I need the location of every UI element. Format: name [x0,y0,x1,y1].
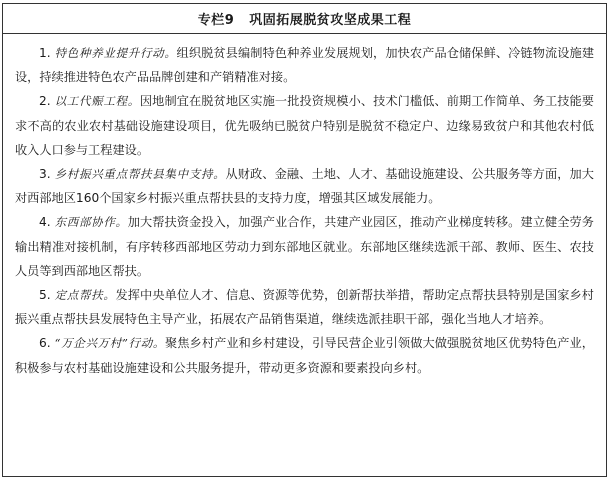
item-number: 5. [39,288,55,303]
item-heading: 东西部协作。 [54,215,128,230]
item-1 [15,41,594,89]
item-body: 加大帮扶资金投入，加强产业合作，共建产业园区，推动产业梯度转移。建立健全劳务输出精准对接机制，有序转移西部地区劳动力到东部地区就业。东部地区继续选派干部、教师、医生、农技人员等到西部地区帮扶。 [15,215,594,278]
content-area [3,34,606,380]
item-heading: “万企兴万村”行动。 [54,336,166,351]
item-4 [15,210,594,283]
item-heading: 以工代赈工程。 [54,94,140,109]
item-number: 1. [39,46,55,60]
item-heading: 定点帮扶。 [54,288,116,303]
item-3 [15,162,594,210]
item-number: 3. [39,167,55,182]
item-heading: 乡村振兴重点帮扶县集中支持。 [54,167,226,182]
item-number: 4. [39,215,55,230]
item-5 [15,283,594,331]
item-body: 聚焦乡村产业和乡村建设，引导民营企业引领做大做强脱贫地区优势特色产业，积极参与农村基础设施建设和公共服务提升，带动更多资源和要素投向乡村。 [15,336,594,375]
title-row [3,4,606,34]
item-body: 因地制宜在脱贫地区实施一批投资规模小、技术门槛低、前期工作简单、务工技能要求不高的农业农村基础设施建设项目，优先吸纳已脱贫户特别是脱贫不稳定户、边缘易致贫户和其他农村低收入人口参与工程建设。 [15,94,594,157]
item-heading: 特色种养业提升行动。 [54,46,177,60]
item-number: 2. [39,94,55,109]
item-body: 组织脱贫县编制特色种养业发展规划，加快农产品仓储保鲜、冷链物流设施建设，持续推进特色农产品品牌创建和产销精准对接。 [15,46,595,85]
item-6 [15,331,594,379]
feature-box [2,3,607,477]
box-title: 专栏9 巩固拓展脱贫攻坚成果工程 [197,13,412,28]
item-body: 发挥中央单位人才、信息、资源等优势，创新帮扶举措，帮助定点帮扶县特别是国家乡村振兴重点帮扶县发展特色主导产业，拓展农产品销售渠道，继续选派挂职干部，强化当地人才培养。 [15,288,594,327]
item-number: 6. [39,336,55,351]
item-2 [15,89,594,162]
item-body: 从财政、金融、土地、人才、基础设施建设、公共服务等方面，加大对西部地区160个国家乡村振兴重点帮扶县的支持力度，增强其区域发展能力。 [15,167,594,206]
